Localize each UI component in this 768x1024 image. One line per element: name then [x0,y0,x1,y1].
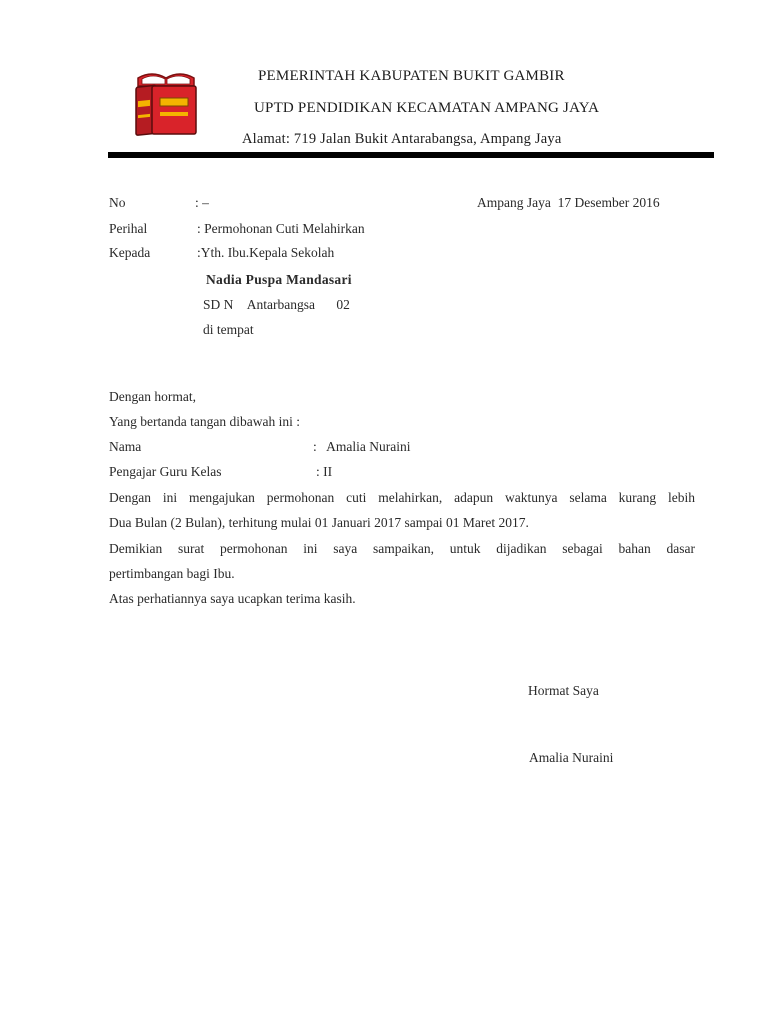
pengajar-value: : II [316,464,333,479]
perihal-value: : Permohonan Cuti Melahirkan [197,221,365,236]
paragraph-request [109,485,695,535]
school-name: Antarbangsa [246,297,315,312]
letterhead-divider [108,152,714,158]
recipient-place: di tempat [203,322,254,337]
recipient-name: Nadia Puspa Mandasari [206,272,352,287]
recipient-school [203,297,350,313]
letterhead-line1: PEMERINTAH KABUPATEN BUKIT GAMBIR [258,68,565,84]
signature-name: Amalia Nuraini [529,750,614,765]
letterhead-address: Alamat: 719 Jalan Bukit Antarabangsa, Ampang Jaya [242,131,562,147]
paragraph-request-line2: Dua Bulan (2 Bulan), terhitung mulai 01 Januari 2017 sampai 01 Maret 2017. [109,515,529,530]
perihal-label: Perihal [109,221,148,236]
logo [130,64,202,136]
no-value: : – [195,195,209,210]
school-prefix: SD N [203,297,234,312]
kepada-label: Kepada [109,245,151,260]
thanks-line: Atas perhatiannya saya ucapkan terima kasih. [109,591,356,606]
book-icon [130,64,202,136]
paragraph-request-line1: Dengan ini mengajukan permohonan cuti melahirkan, adapun waktunya selama kurang lebih [109,490,695,505]
nama-value: : Amalia Nuraini [313,439,411,454]
paragraph-closing [109,536,695,586]
signature-salutation: Hormat Saya [528,683,599,698]
paragraph-closing-line2: pertimbangan bagi Ibu. [109,566,235,581]
intro: Yang bertanda tangan dibawah ini : [109,414,300,429]
letter-date: Ampang Jaya 17 Desember 2016 [477,195,660,210]
pengajar-label: Pengajar Guru Kelas [109,464,222,479]
school-number: 02 [336,297,350,312]
no-label: No [109,195,126,210]
letterhead-line2: UPTD PENDIDIKAN KECAMATAN AMPANG JAYA [254,100,600,116]
kepada-value: :Yth. Ibu.Kepala Sekolah [197,245,335,260]
nama-label: Nama [109,439,142,454]
paragraph-closing-line1: Demikian surat permohonan ini saya sampaikan, untuk dijadikan sebagai bahan dasar [109,541,695,556]
greeting: Dengan hormat, [109,389,196,404]
